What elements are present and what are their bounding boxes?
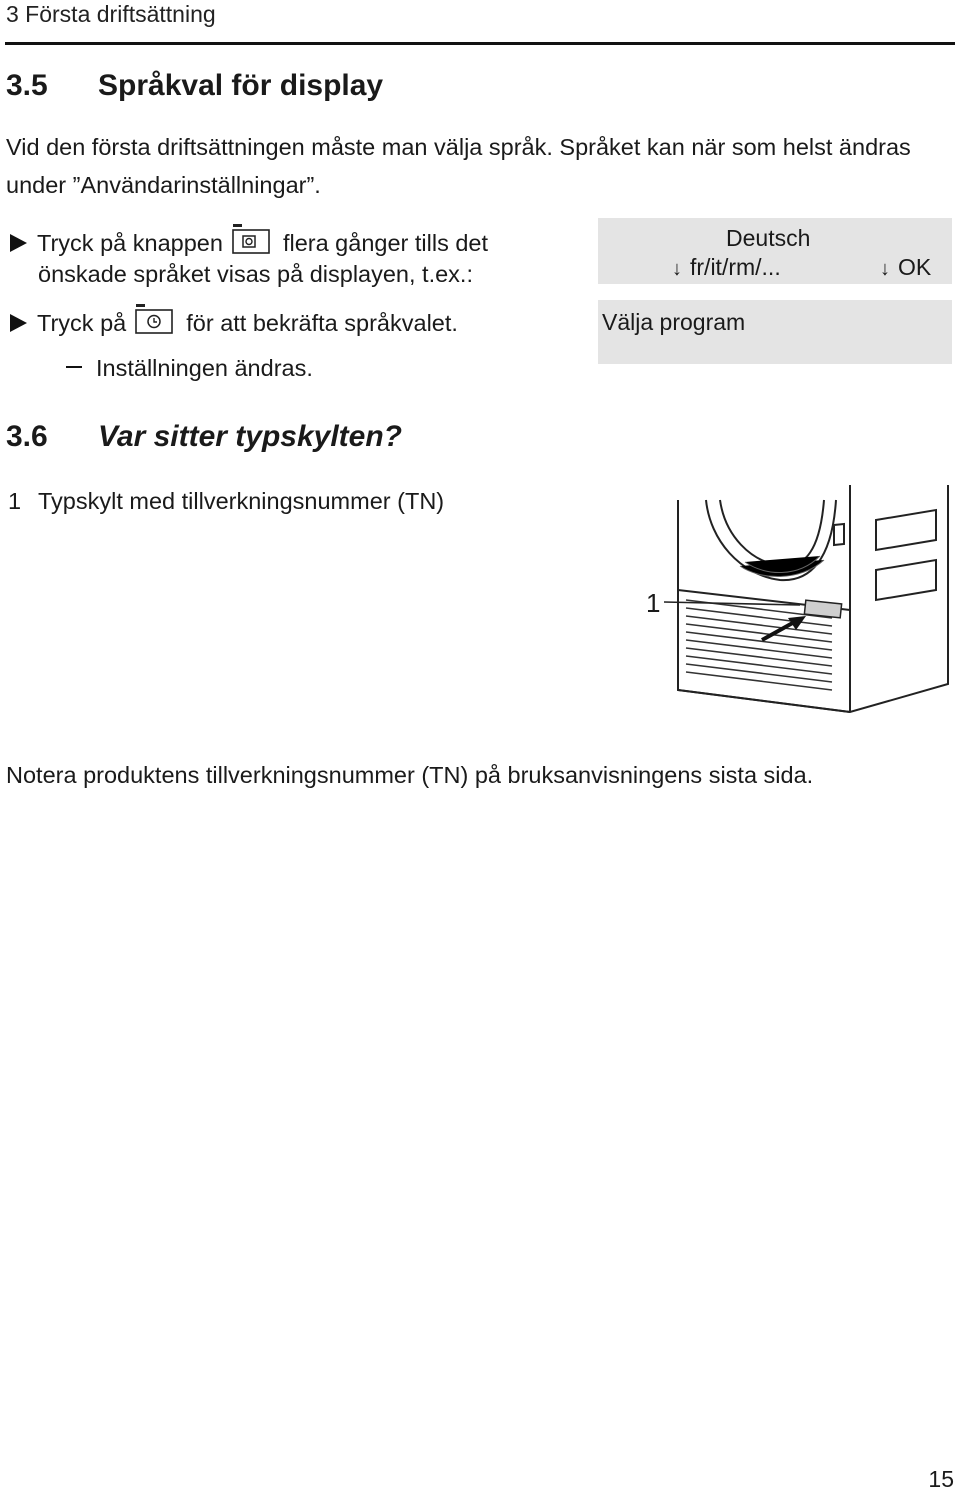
figure-legend xyxy=(8,482,444,520)
display-ok: ↓ OK xyxy=(880,253,931,283)
down-arrow-icon: ↓ xyxy=(880,258,890,280)
page-number: 15 xyxy=(928,1466,954,1492)
step1-text-b: flera gånger tills det xyxy=(282,230,489,256)
step1-text-a: Tryck på knappen xyxy=(37,230,223,256)
section-number: 3.5 xyxy=(6,69,48,102)
running-header: 3 Första driftsättning xyxy=(6,1,216,27)
figure-callout-number: 1 xyxy=(646,588,661,618)
section-heading-3-6 xyxy=(6,419,402,455)
result-line xyxy=(66,351,313,385)
intro-paragraph: Vid den första driftsättningen måste man välja språk. Språket kan när som helst ändras under ”Användarinställningar”. xyxy=(6,134,911,198)
section-title: Språkval för display xyxy=(98,69,384,102)
step-bullet-icon xyxy=(10,234,27,252)
dash-icon xyxy=(66,366,82,368)
step-bullet-icon xyxy=(10,314,27,332)
legend-number: 1 xyxy=(8,488,22,514)
step1-line2: önskade språket visas på displayen, t.ex.: xyxy=(38,261,473,287)
down-arrow-icon: ↓ xyxy=(672,258,682,280)
step2-text-a: Tryck på xyxy=(37,310,127,336)
note-paragraph: Notera produktens tillverkningsnummer (TN) på bruksanvisningens sista sida. xyxy=(6,762,814,788)
display-line-languages: ↓ fr/it/rm/... xyxy=(672,253,781,283)
display-line-program: Välja program xyxy=(602,309,746,335)
instruction-step-2 xyxy=(10,303,590,344)
step2-text-b: för att bekräfta språkvalet. xyxy=(186,310,458,336)
result-text: Inställningen ändras. xyxy=(96,355,313,381)
section-title: Var sitter typskylten? xyxy=(98,420,402,453)
legend-text: Typskylt med tillverkningsnummer (TN) xyxy=(38,488,445,514)
header-rule xyxy=(5,42,955,45)
section-number: 3.6 xyxy=(6,420,48,453)
display-panel xyxy=(598,218,952,364)
clock-button-icon xyxy=(132,303,176,344)
display-line-deutsch: Deutsch xyxy=(726,225,811,251)
section-heading-3-5 xyxy=(6,68,383,104)
